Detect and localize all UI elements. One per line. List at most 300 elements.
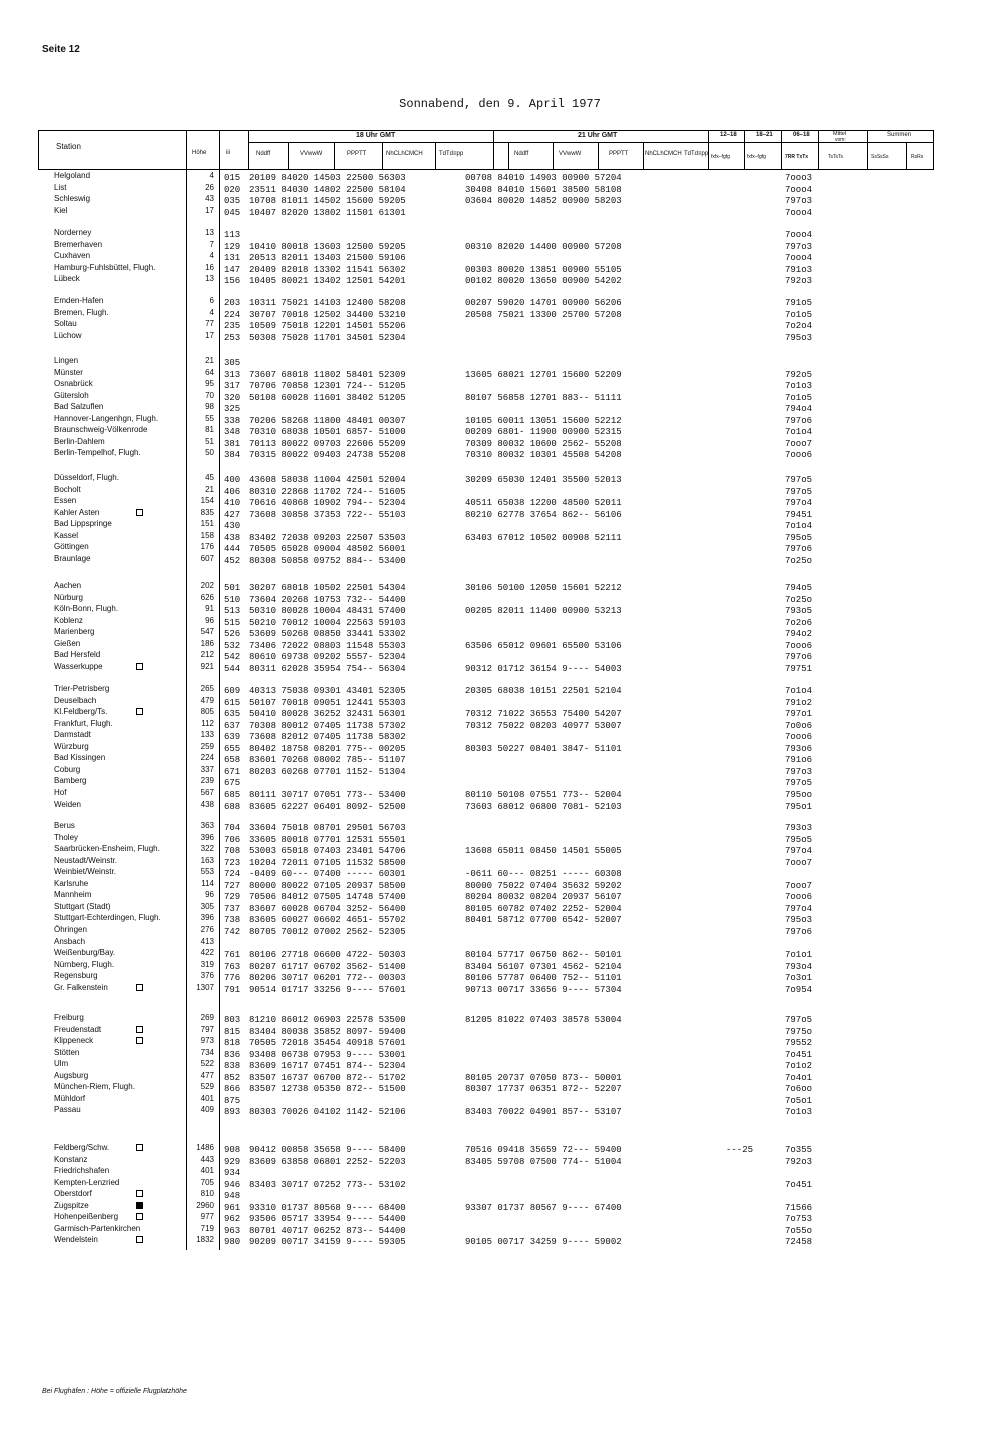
obs-18utc: 83605 62227 06401 8092- 52500 — [249, 801, 406, 812]
mean-value: 7ooo4 — [785, 207, 813, 218]
table-row — [38, 1223, 934, 1235]
mean-value: 797o6 — [785, 415, 813, 426]
elevation: 835 — [200, 507, 214, 517]
station-name: Hamburg-Fuhlsbüttel, Flugh. — [54, 262, 156, 272]
obs-21utc: 80401 58712 07700 6542- 52007 — [465, 915, 622, 926]
obs-21utc: 30408 84010 15601 38500 58108 — [465, 184, 622, 195]
elevation: 50 — [205, 448, 214, 458]
elevation: 269 — [200, 1013, 214, 1022]
table-row — [38, 541, 934, 553]
obs-21utc: 83403 70022 04901 857-- 53107 — [465, 1107, 622, 1118]
obs-18utc: 53003 65018 07403 23401 54706 — [249, 846, 406, 857]
table-row — [38, 472, 934, 484]
elevation: 734 — [200, 1047, 214, 1057]
summen-header: Summen — [887, 132, 912, 138]
station-name: Hohenpeißenberg — [54, 1212, 119, 1222]
station-id: 836 — [224, 1049, 241, 1060]
station-name: Darmstadt — [54, 730, 91, 740]
obs-21utc: 13608 65011 08450 14501 55005 — [465, 846, 622, 857]
mean-value: 794o4 — [785, 404, 813, 415]
station-id: 020 — [224, 184, 241, 195]
station-name: Braunlage — [54, 553, 91, 563]
obs-18utc: 90514 01717 33256 9---- 57601 — [249, 984, 406, 995]
col18-ppptt: PPPTT — [347, 151, 367, 157]
mean-value: 7o25o — [785, 594, 813, 605]
obs-18utc: 70113 80022 09703 22606 55209 — [249, 438, 406, 449]
obs-18utc: 83402 72038 09203 22507 53503 — [249, 532, 406, 543]
table-row — [38, 367, 934, 379]
station-id: 893 — [224, 1107, 241, 1118]
obs-18utc: 50107 70018 09051 12441 55303 — [249, 697, 406, 708]
mean-value: 795o5 — [785, 834, 813, 845]
mean-value: 791o5 — [785, 298, 813, 308]
station-id: 452 — [224, 555, 241, 566]
station-id: 317 — [224, 381, 241, 392]
station-name: Weißenburg/Bay. — [54, 948, 116, 958]
table-row — [38, 447, 934, 459]
elevation: 401 — [200, 1166, 214, 1176]
mean-value: 795oo — [785, 789, 813, 800]
station-name: Oberstdorf — [54, 1189, 92, 1199]
station-name: Nürnberg, Flugh. — [54, 959, 115, 969]
table-row — [38, 878, 934, 890]
table-row — [38, 1012, 934, 1024]
table-row — [38, 227, 934, 239]
station-name: Tholey — [54, 832, 79, 842]
station-name: Norderney — [54, 228, 92, 237]
obs-18utc: 83607 60028 06704 3252- 56400 — [249, 903, 406, 914]
elevation: 43 — [205, 194, 214, 204]
square-icon — [136, 1213, 143, 1220]
page-number: Seite 12 — [42, 44, 80, 55]
obs-18utc: 10405 80021 13402 12501 54201 — [249, 276, 406, 287]
mean-value: 7o55o — [785, 1225, 813, 1236]
mean-value: 7o1o5 — [785, 309, 813, 320]
elevation: 977 — [200, 1212, 214, 1222]
obs-18utc: 70505 72018 35454 40918 57601 — [249, 1038, 406, 1049]
obs-18utc: 43608 58038 11004 42501 52004 — [249, 475, 406, 485]
obs-18utc: -0409 60--- 07400 ----- 60301 — [249, 869, 406, 880]
station-name: Bamberg — [54, 776, 87, 786]
mean-value: 7ooo6 — [785, 732, 813, 743]
table-row — [38, 718, 934, 730]
station-id: 685 — [224, 789, 241, 800]
obs-21utc: 90713 00717 33656 9---- 57304 — [465, 984, 622, 995]
station-id: 501 — [224, 583, 241, 593]
obs-18utc: 70505 65028 09004 48502 56001 — [249, 544, 406, 555]
station-name: Freiburg — [54, 1013, 84, 1022]
filled-square-icon — [136, 1202, 143, 1209]
obs-18utc: 10204 72011 07105 11532 58500 — [249, 857, 406, 868]
station-name: Frankfurt, Flugh. — [54, 718, 113, 728]
obs-21utc: 20305 68038 10151 22501 52104 — [465, 686, 622, 696]
obs-18utc: 83403 30717 07252 773-- 53102 — [249, 1179, 406, 1190]
station-id: 761 — [224, 950, 241, 961]
mean-value: 7ooo7 — [785, 857, 813, 868]
obs-21utc: 03604 80020 14852 00900 58203 — [465, 196, 622, 207]
vom-header: vom: — [835, 137, 846, 143]
mean-value: 797o5 — [785, 778, 813, 789]
obs-21utc: 40511 65038 12200 48500 52011 — [465, 498, 622, 509]
station-name: Coburg — [54, 764, 81, 774]
elevation: 337 — [200, 764, 214, 774]
obs-18utc: 90209 00717 34159 9---- 59305 — [249, 1237, 406, 1248]
station-name: Koblenz — [54, 615, 83, 625]
obs-18utc: 50308 75028 11701 34501 52304 — [249, 332, 406, 343]
elevation: 45 — [205, 473, 214, 482]
mean-value: 7o2o4 — [785, 321, 813, 332]
station-id: 510 — [224, 594, 241, 605]
station-id: 724 — [224, 869, 241, 880]
square-icon — [136, 509, 143, 516]
obs-18utc: 83605 60027 06602 4651- 55702 — [249, 915, 406, 926]
square-icon — [136, 1190, 143, 1197]
station-name: Hannover-Langenhgn, Flugh. — [54, 413, 159, 423]
elevation: 276 — [200, 924, 214, 934]
obs-21utc: 70309 80032 10600 2562- 55208 — [465, 438, 622, 449]
obs-21utc: 80107 56858 12701 883-- 51111 — [465, 392, 622, 403]
table-row — [38, 484, 934, 496]
table-row — [38, 615, 934, 627]
obs-18utc: 10509 75018 12201 14501 55206 — [249, 321, 406, 332]
mean-value: 72458 — [785, 1237, 813, 1248]
obs-18utc: 90412 00858 35658 9---- 58400 — [249, 1145, 406, 1155]
station-id: 908 — [224, 1145, 241, 1155]
obs-21utc: 80204 80032 08204 20937 56107 — [465, 892, 622, 903]
obs-18utc: 83609 63858 06801 2252- 52203 — [249, 1156, 406, 1167]
obs-18utc: 50210 70012 10004 22563 59103 — [249, 617, 406, 628]
station-name: Stuttgart-Echterdingen, Flugh. — [54, 913, 161, 923]
table-row — [38, 507, 934, 519]
table-row — [38, 799, 934, 811]
table-row — [38, 787, 934, 799]
obs-21utc: 13605 68021 12701 15600 52209 — [465, 369, 622, 380]
station-id: 737 — [224, 903, 241, 914]
station-name: Berlin-Dahlem — [54, 436, 105, 446]
wind1-sub: fxfx–fgfg — [711, 154, 730, 160]
station-name: Freudenstadt — [54, 1024, 102, 1034]
station-name: Osnabrück — [54, 379, 93, 389]
table-row — [38, 752, 934, 764]
station-name: Bremerhaven — [54, 239, 103, 249]
station-id: 305 — [224, 358, 241, 368]
station-id: 129 — [224, 241, 241, 252]
mean-value: 79751 — [785, 663, 813, 674]
obs-21utc: 10105 60011 13051 15600 52212 — [465, 415, 622, 426]
elevation: 401 — [200, 1093, 214, 1103]
obs-18utc: 53609 50268 08850 33441 53302 — [249, 629, 406, 640]
station-name: München-Riem, Flugh. — [54, 1082, 135, 1092]
elevation: 151 — [200, 519, 214, 529]
station-name: Schleswig — [54, 194, 91, 204]
table-row — [38, 1234, 934, 1246]
time18-header: 18 Uhr GMT — [356, 132, 396, 139]
mean-value: 7o1o5 — [785, 392, 813, 403]
elevation: 422 — [200, 948, 214, 958]
obs-21utc: 80105 60782 07402 2252- 52004 — [465, 903, 622, 914]
obs-18utc: 80111 30717 07051 773-- 53400 — [249, 789, 406, 800]
station-name: Trier-Petrisberg — [54, 684, 110, 693]
table-row — [38, 262, 934, 274]
obs-18utc: 83609 16717 07451 874-- 52304 — [249, 1061, 406, 1072]
obs-18utc: 70315 80022 09403 24738 55208 — [249, 450, 406, 461]
elevation: 96 — [205, 615, 214, 625]
square-icon — [136, 1144, 143, 1151]
wind2-sub: fxfx–fgfg — [747, 154, 766, 160]
table-row — [38, 1024, 934, 1036]
elevation: 1307 — [196, 982, 214, 992]
table-row — [38, 413, 934, 425]
mean-value: 7o2o6 — [785, 617, 813, 628]
mean-value: 7o1o3 — [785, 1107, 813, 1118]
mean-value: 794o5 — [785, 583, 813, 593]
table-row — [38, 390, 934, 402]
station-name: Augsburg — [54, 1070, 89, 1080]
station-id: 980 — [224, 1237, 241, 1248]
station-name: Kempten-Lenzried — [54, 1177, 120, 1187]
elevation: 112 — [201, 718, 214, 728]
station-id: 320 — [224, 392, 241, 403]
elevation: 4 — [209, 307, 214, 317]
mean-value: 797o4 — [785, 846, 813, 857]
wind1-header: 12–18 — [720, 132, 737, 138]
table-row — [38, 832, 934, 844]
mean-value: 7o3o1 — [785, 973, 813, 984]
station-name: Bocholt — [54, 484, 81, 494]
station-name: Karlsruhe — [54, 878, 89, 888]
station-id: 815 — [224, 1026, 241, 1037]
station-id: 131 — [224, 253, 241, 264]
obs-18utc: 10407 82020 13802 11501 61301 — [249, 207, 406, 218]
mean-value: 793o5 — [785, 606, 813, 617]
table-row — [38, 1093, 934, 1105]
station-id: 348 — [224, 427, 241, 438]
table-row — [38, 378, 934, 390]
obs-21utc: 00207 59020 14701 00900 56206 — [465, 298, 622, 308]
obs-18utc: 70616 40868 10902 794-- 52304 — [249, 498, 406, 509]
station-id: 381 — [224, 438, 241, 449]
obs-18utc: 93408 06738 07953 9---- 53001 — [249, 1049, 406, 1060]
col18-nddff: Nddff — [256, 151, 271, 157]
obs-18utc: 83404 80038 35852 8097- 59400 — [249, 1026, 406, 1037]
obs-21utc: 81205 81022 07403 38578 53004 — [465, 1015, 622, 1025]
obs-18utc: 73406 72022 08803 11548 55303 — [249, 640, 406, 651]
mean-value: 7ooo7 — [785, 880, 813, 891]
table-row — [38, 649, 934, 661]
table-row — [38, 855, 934, 867]
obs-21utc: -0611 60--- 08251 ----- 60308 — [465, 869, 622, 880]
station-name: Lübeck — [54, 274, 80, 284]
station-id: 635 — [224, 709, 241, 720]
sub1-header: TsTsTs — [828, 154, 843, 160]
mean-value: 793o3 — [785, 823, 813, 833]
col21-nddff: Nddff — [514, 151, 529, 157]
station-id: 962 — [224, 1214, 241, 1225]
station-id: 035 — [224, 196, 241, 207]
obs-18utc: 81210 86012 06903 22578 53500 — [249, 1015, 406, 1025]
table-row — [38, 603, 934, 615]
table-row — [38, 495, 934, 507]
station-id: 515 — [224, 617, 241, 628]
table-row — [38, 889, 934, 901]
elevation: 6 — [209, 296, 214, 305]
elevation: 797 — [200, 1024, 214, 1034]
station-id: 045 — [224, 207, 241, 218]
station-name: Feldberg/Schw. — [54, 1143, 110, 1152]
table-row — [38, 436, 934, 448]
elevation: 17 — [205, 205, 214, 215]
mean-value: 7ooo4 — [785, 230, 813, 240]
obs-18utc: 80308 50858 09752 884-- 53400 — [249, 555, 406, 566]
mean-value: 7ooo6 — [785, 450, 813, 461]
station-name: Deuselbach — [54, 695, 97, 705]
obs-18utc: 73604 20268 10753 732-- 54400 — [249, 594, 406, 605]
table-row — [38, 741, 934, 753]
station-id: 852 — [224, 1072, 241, 1083]
obs-21utc: 00303 80020 13851 00900 55105 — [465, 264, 622, 275]
table-row — [38, 1188, 934, 1200]
mean-value: 79451 — [785, 509, 813, 520]
elevation: 805 — [200, 707, 214, 717]
obs-18utc: 93506 05717 33954 9---- 54400 — [249, 1214, 406, 1225]
station-name: Berus — [54, 821, 75, 830]
obs-21utc: 90312 01712 36154 9---- 54003 — [465, 663, 622, 674]
table-row — [38, 355, 934, 367]
square-icon — [136, 1037, 143, 1044]
table-row — [38, 1211, 934, 1223]
mean-value: 7o355 — [785, 1145, 813, 1155]
station-name: Mannheim — [54, 890, 92, 900]
obs-21utc: 80210 62778 37654 862-- 56106 — [465, 509, 622, 520]
station-id: 384 — [224, 450, 241, 461]
elevation: 17 — [205, 330, 214, 340]
elevation: 259 — [200, 741, 214, 751]
table-row — [38, 866, 934, 878]
table-row — [38, 318, 934, 330]
table-row — [38, 182, 934, 194]
elevation: 921 — [200, 661, 214, 671]
mean-value: 797o3 — [785, 196, 813, 207]
obs-21utc: 73603 68012 06800 7081- 52103 — [465, 801, 622, 812]
col21-ppptt: PPPTT — [609, 151, 629, 157]
station-id: 609 — [224, 686, 241, 696]
obs-18utc: 80610 69738 09202 5557- 52304 — [249, 652, 406, 663]
table-row — [38, 330, 934, 342]
table-row — [38, 924, 934, 936]
station-id: 729 — [224, 892, 241, 903]
station-id: 203 — [224, 298, 241, 308]
station-name: Würzburg — [54, 741, 89, 751]
station-id: 742 — [224, 926, 241, 937]
station-id: 147 — [224, 264, 241, 275]
table-row — [38, 1142, 934, 1154]
table-row — [38, 947, 934, 959]
table-row — [38, 193, 934, 205]
station-id: 706 — [224, 834, 241, 845]
elevation: 55 — [205, 413, 214, 423]
table-row — [38, 695, 934, 707]
mean-value: 795o3 — [785, 332, 813, 343]
station-id: 671 — [224, 766, 241, 777]
station-name: Bremen, Flugh. — [54, 307, 109, 317]
mean-value: 7ooo6 — [785, 640, 813, 651]
elevation: 322 — [200, 844, 214, 854]
station-name: Lüchow — [54, 330, 82, 340]
table-row — [38, 592, 934, 604]
obs-18utc: 93310 01737 80568 9---- 68400 — [249, 1202, 406, 1213]
elevation: 567 — [200, 787, 214, 797]
footnote: Bei Flughäfen : Höhe = offizielle Flugplatzhöhe — [42, 1388, 187, 1395]
col18-dew: TdTd≡pp — [439, 151, 464, 157]
table-row — [38, 775, 934, 787]
elevation: 176 — [200, 542, 214, 552]
elevation: 81 — [205, 425, 214, 435]
elevation: 607 — [200, 553, 214, 563]
mean-value: 7o1o4 — [785, 521, 813, 532]
station-id: 532 — [224, 640, 241, 651]
station-id: 430 — [224, 521, 241, 532]
obs-18utc: 30707 70018 12502 34400 53210 — [249, 309, 406, 320]
mean-value: 71566 — [785, 1202, 813, 1213]
obs-21utc: 63506 65012 09601 65500 53106 — [465, 640, 622, 651]
table-row — [38, 553, 934, 565]
elevation: 7 — [209, 239, 214, 249]
obs-18utc: 50310 80028 10004 48431 57400 — [249, 606, 406, 617]
station-id: 427 — [224, 509, 241, 520]
mean-value: 792o5 — [785, 369, 813, 380]
station-name: Soltau — [54, 319, 77, 329]
obs-18utc: 33604 75018 08701 29501 56703 — [249, 823, 406, 833]
mean-value: 7o6oo — [785, 1084, 813, 1095]
mean-value: 7o1o4 — [785, 427, 813, 438]
mean-value: 792o3 — [785, 1156, 813, 1167]
station-id: 542 — [224, 652, 241, 663]
station-name: Göttingen — [54, 542, 89, 552]
station-id: 400 — [224, 475, 241, 485]
sub3-header: RsRs — [911, 154, 924, 160]
obs-18utc: 23511 84030 14802 22500 58104 — [249, 184, 406, 195]
mean-value: 7o1o2 — [785, 1061, 813, 1072]
obs-18utc: 80705 70012 07002 2562- 52305 — [249, 926, 406, 937]
mean-value: 7o5o1 — [785, 1095, 813, 1106]
mean-value: 7o451 — [785, 1049, 813, 1060]
obs-21utc: 80000 75022 07404 35632 59202 — [465, 880, 622, 891]
elevation: 522 — [200, 1059, 214, 1069]
mean-value: 7ooo7 — [785, 438, 813, 449]
elevation: 553 — [200, 867, 214, 877]
mean-value: 7o954 — [785, 984, 813, 995]
elevation: 705 — [200, 1177, 214, 1187]
table-row — [38, 683, 934, 695]
mean-value: 7ooo6 — [785, 892, 813, 903]
station-id: 963 — [224, 1225, 241, 1236]
station-id: 738 — [224, 915, 241, 926]
obs-21utc: 63403 67012 10502 00908 52111 — [465, 532, 622, 543]
mean-value: 7o4o1 — [785, 1072, 813, 1083]
station-name: Emden-Hafen — [54, 296, 104, 305]
elevation: 95 — [205, 379, 214, 389]
mean-value: 7o0o6 — [785, 720, 813, 731]
mean-value: 797o6 — [785, 544, 813, 555]
table-row — [38, 295, 934, 307]
obs-21utc: 70312 71022 36553 75400 54207 — [465, 709, 622, 720]
obs-21utc: 93307 01737 80567 9---- 67400 — [465, 1202, 622, 1213]
station-id: 948 — [224, 1191, 241, 1202]
table-row — [38, 970, 934, 982]
obs-21utc: 70516 09418 35659 72--- 59400 — [465, 1145, 622, 1155]
obs-21utc: 80105 20737 07050 873-- 50001 — [465, 1072, 622, 1083]
table-row — [38, 170, 934, 182]
